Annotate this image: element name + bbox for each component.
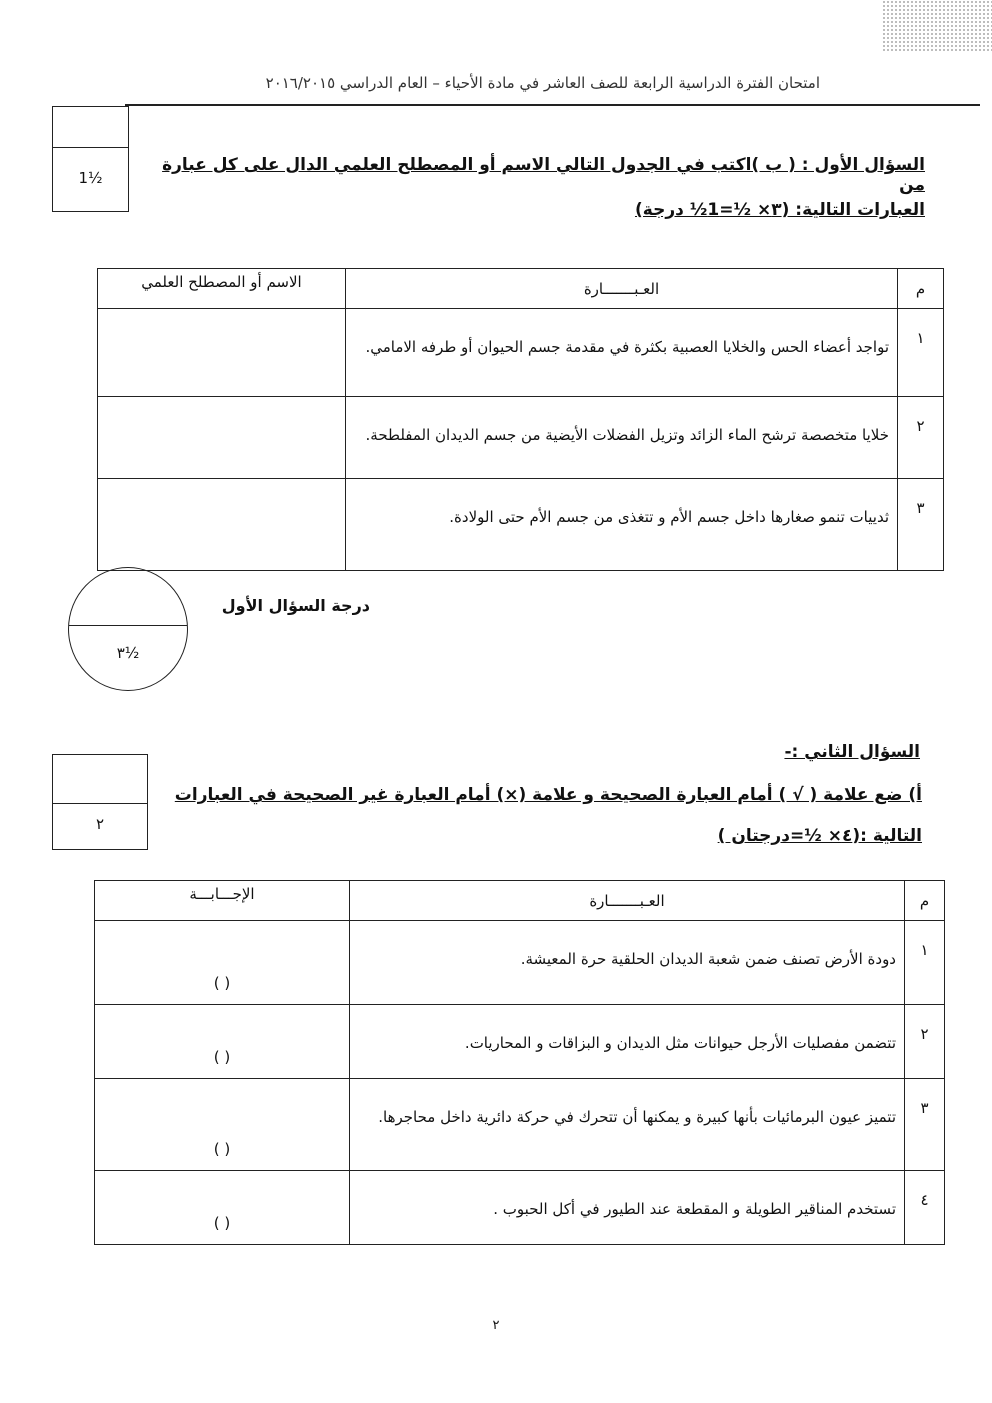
q1-col-answer: الاسم أو المصطلح العلمي — [98, 269, 346, 309]
q1-grade: 1½ — [78, 169, 103, 187]
row-statement: تتميز عيون البرمائيات بأنها كبيرة و يمكنها أن تتحرك في حركة دائرية داخل محاجرها. — [350, 1079, 905, 1171]
header-rule — [125, 104, 980, 106]
exam-header: امتحان الفترة الدراسية الرابعة للصف العاشر في مادة الأحياء – العام الدراسي ٢٠١٦/٢٠١٥ — [265, 74, 820, 92]
table-row — [95, 921, 945, 1005]
page-number: ٢ — [492, 1318, 500, 1333]
q2-title-line2: التالية :(٤× ½=درجتان ) — [717, 826, 922, 846]
q1-col-num: م — [898, 269, 944, 309]
q1-col-statement: العـبـــــــارة — [346, 269, 898, 309]
q2-col-statement: العـبـــــــارة — [350, 881, 905, 921]
q1-total-circle — [68, 567, 188, 691]
q2-table-header — [95, 881, 945, 921]
q2-col-answer: الإجـــابـــة — [95, 881, 350, 921]
q1-grade-box — [52, 106, 129, 212]
row-number: ١ — [905, 921, 945, 1005]
row-number: ٤ — [905, 1171, 945, 1245]
table-row — [98, 397, 944, 479]
table-row — [98, 479, 944, 571]
row-number: ٢ — [898, 397, 944, 479]
table-row — [95, 1079, 945, 1171]
q2-title-line1: أ) ضع علامة ( √ ) أمام العبارة الصحيحة و علامة (×) أمام العبارة غير الصحيحة في العبارات — [174, 785, 922, 805]
table-row — [95, 1171, 945, 1245]
answer-blank[interactable]: ( ) — [95, 1005, 350, 1079]
row-statement: تواجد أعضاء الحس والخلايا العصبية بكثرة في مقدمة جسم الحيوان أو طرفه الامامي. — [346, 309, 898, 397]
scan-noise — [882, 0, 992, 52]
row-statement: ثدييات تنمو صغارها داخل جسم الأم و تتغذى من جسم الأم حتى الولادة. — [346, 479, 898, 571]
q2-col-num: م — [905, 881, 945, 921]
q2-heading: السؤال الثاني :- — [784, 742, 920, 762]
row-statement: تستخدم المناقير الطويلة و المقطعة عند الطيور في أكل الحبوب . — [350, 1171, 905, 1245]
row-number: ٢ — [905, 1005, 945, 1079]
answer-cell[interactable] — [98, 397, 346, 479]
answer-cell[interactable] — [98, 479, 346, 571]
row-statement: دودة الأرض تصنف ضمن شعبة الديدان الحلقية حرة المعيشة. — [350, 921, 905, 1005]
row-number: ٣ — [905, 1079, 945, 1171]
q2-table — [94, 880, 945, 1245]
row-number: ١ — [898, 309, 944, 397]
q2-grade: ٢ — [95, 815, 105, 833]
q1-title-line1: السؤال الأول : ( ب )اكتب في الجدول التالي الاسم أو المصطلح العلمي الدال على كل عبارة من — [162, 155, 925, 195]
row-statement: خلايا متخصصة ترشح الماء الزائد وتزيل الفضلات الأيضية من جسم الديدان المفلطحة. — [346, 397, 898, 479]
q1-total-label: درجة السؤال الأول — [221, 596, 370, 615]
row-number: ٣ — [898, 479, 944, 571]
row-statement: تتضمن مفصليات الأرجل حيوانات مثل الديدان و البزاقات و المحاريات. — [350, 1005, 905, 1079]
answer-blank[interactable]: ( ) — [95, 921, 350, 1005]
q2-grade-box — [52, 754, 148, 850]
answer-blank[interactable]: ( ) — [95, 1171, 350, 1245]
answer-cell[interactable] — [98, 309, 346, 397]
table-row — [95, 1005, 945, 1079]
answer-blank[interactable]: ( ) — [95, 1079, 350, 1171]
table-row — [98, 309, 944, 397]
q1-table-header — [98, 269, 944, 309]
q1-table — [97, 268, 944, 571]
q1-total-value: ٣½ — [116, 644, 140, 662]
q1-title-line2: العبارات التالية: (٣× ½=1½ درجة) — [634, 200, 925, 220]
